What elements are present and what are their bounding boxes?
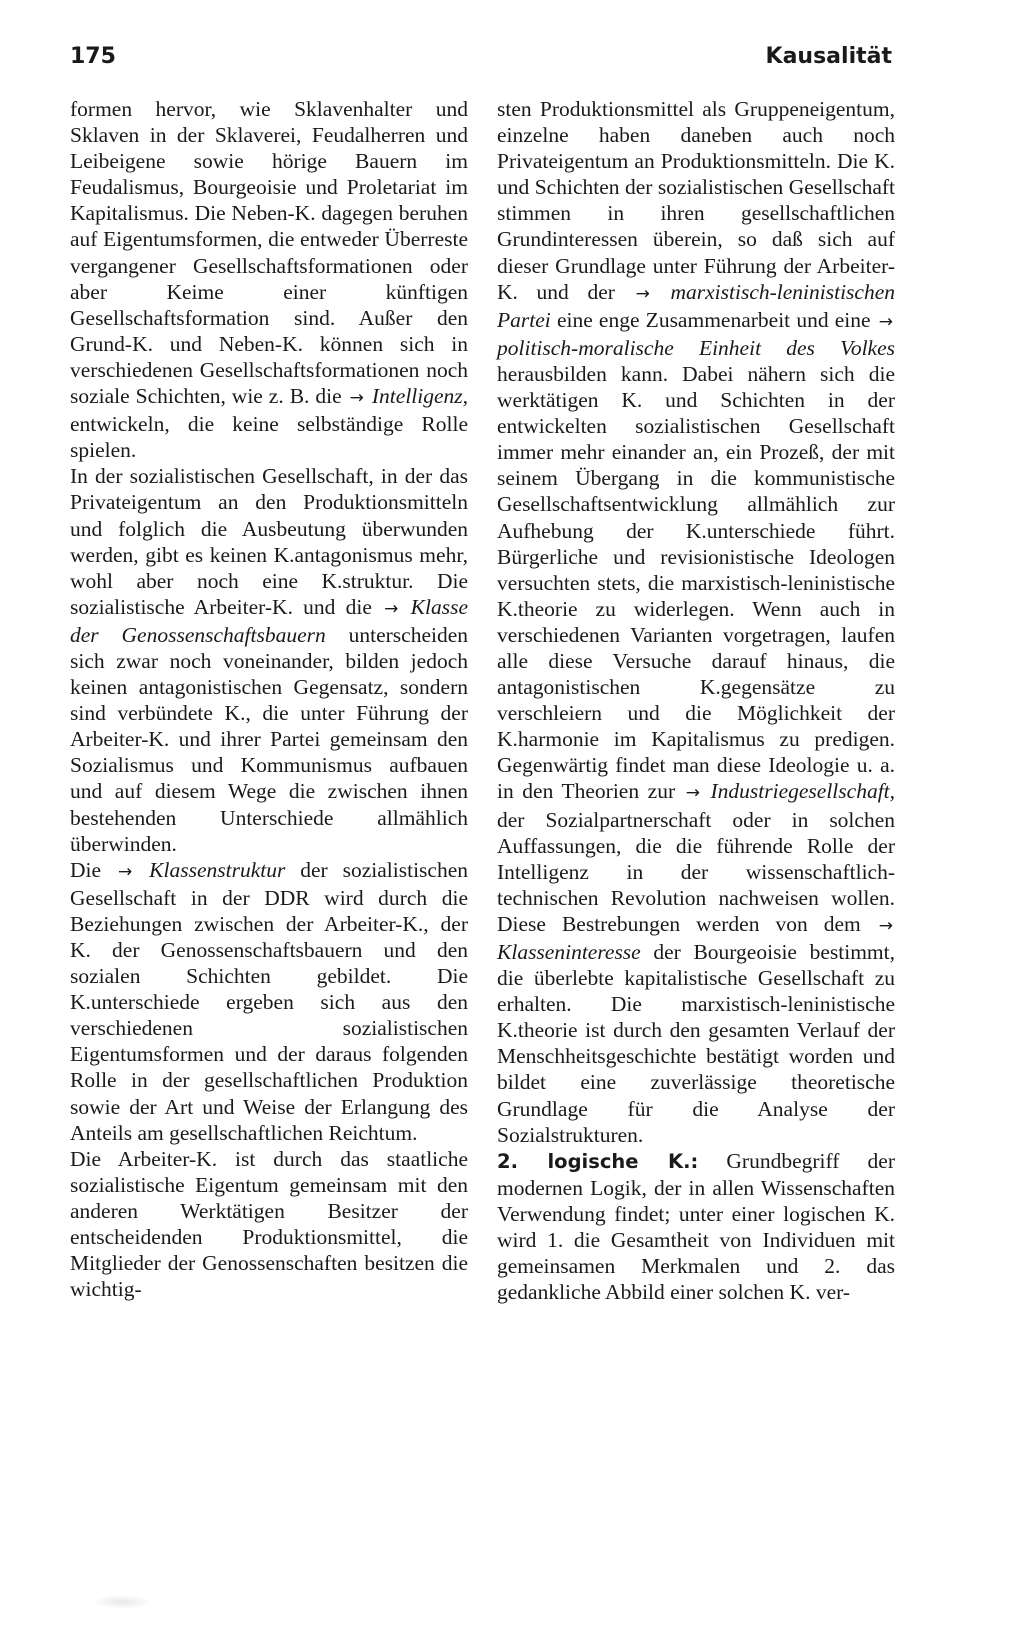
- paragraph: [70, 96, 468, 463]
- arrow-icon: →: [635, 283, 650, 304]
- cross-reference-link[interactable]: Klassenstruktur: [149, 857, 286, 882]
- paper-stain: [92, 1595, 152, 1609]
- text: herausbilden kann. Dabei nähern sich die werktätigen K. und Schichten in der entwickelten sozialistischen Gesellschaft immer mehr einander an, ein Prozeß, der mit seinem Übergang in die kommunistische Gesellschaftsentwicklung allmählich zur Aufhebung der K.unterschiede führt. Bürgerliche und revisionistische Ideologen versuchten stets, die marxistisch-leninistische K.theorie zu widerlegen. Wenn auch in verschiedenen Varianten vorgetragen, laufen alle diese Versuche darauf hinaus, die antagonistischen K.gegensätze zu verschleiern und die Möglichkeit der K.harmonie im Kapitalismus zu predigen. Gegenwärtig findet man diese Ideologie u. a. in den Theorien zur: [497, 361, 895, 804]
- running-head: Kausalität: [765, 44, 892, 69]
- text: In der sozialistischen Gesellschaft, in der das Privateigentum an den Produktionsmitteln und folglich die Ausbeutung überwunden werden, gibt es keinen K.antagonismus mehr, wohl aber noch eine K.struktur. Die sozialistische Arbeiter-K. und die: [70, 464, 468, 619]
- arrow-icon: →: [349, 388, 364, 409]
- paragraph: [497, 1148, 895, 1306]
- text: Die Arbeiter-K. ist durch das staatliche sozialistische Eigentum gemeinsam mit den anderen Werktätigen Besitzer der entscheidenden Produktionsmittel, die Mitglieder der Genossenschaften besitzen die wichtig-: [70, 1146, 468, 1302]
- cross-reference-link[interactable]: Klasse der Genossenschaftsbauern: [70, 594, 468, 647]
- page-header: [70, 44, 892, 78]
- text: sten Produktionsmittel als Gruppeneigentum, einzelne haben daneben auch noch Privateigentum an Produktionsmitteln. Die K. und Schichten der sozialistischen Gesellschaft stimmen in ihren gesellschaftlichen Grundinteressen überein, so daß sich auf dieser Grundlage unter Führung der Arbeiter-K. und der: [497, 97, 895, 304]
- cross-reference-link[interactable]: Intelligenz,: [371, 384, 469, 409]
- left-column: [70, 96, 468, 1302]
- text: der sozialistischen Gesellschaft in der DDR wird durch die Beziehungen zwischen der Arbeiter-K., der K. der Genossenschaftsbauern und den sozialen Schichten gebildet. Die K.unterschiede ergeben sich aus den verschiedenen sozialistischen Eigentumsformen und der daraus folgenden Rolle in der gesellschaftlichen Produktion sowie der Art und Weise der Erlangung des Anteils am gesellschaftlichen Reichtum.: [70, 857, 469, 1145]
- paragraph: [497, 96, 895, 1148]
- paragraph: [70, 857, 468, 1146]
- arrow-icon: →: [878, 915, 893, 936]
- cross-reference-link[interactable]: Klasseninteresse: [497, 940, 641, 964]
- arrow-icon: →: [685, 783, 700, 804]
- page-number: 175: [70, 44, 116, 69]
- cross-reference-link[interactable]: politisch-moralische Einheit des Volkes: [497, 335, 895, 360]
- text: unterscheiden sich zwar noch voneinander, bilden jedoch keinen antagonistischen Gegensatz, sondern sind verbündete K., die unter Führung der Arbeiter-K. und ihrer Partei gemeinsam den Sozialismus und Kommunismus aufbauen und auf diesem Wege die zwischen ihnen bestehenden Unterschiede allmählich überwinden.: [70, 622, 469, 856]
- arrow-icon: →: [117, 861, 133, 882]
- text: eine enge Zusammenarbeit und eine: [556, 307, 871, 332]
- arrow-icon: →: [878, 311, 894, 332]
- text: der Sozialpartnerschaft oder in solchen Auffassungen, die die führende Rolle der Intelligenz in der wissenschaftlich-technischen Revolution nachweisen wollen. Diese Bestrebungen werden von dem: [497, 807, 895, 936]
- text: formen hervor, wie Sklavenhalter und Sklaven in der Sklaverei, Feudalherren und Leibeigene sowie hörige Bauern im Feudalismus, Bourgeoisie und Proletariat im Kapitalismus. Die Neben-K. dagegen beruhen auf Eigentumsformen, die entweder Überreste vergangener Gesellschaftsformationen oder aber Keime einer künftigen Gesellschaftsformation sind. Außer den Grund-K. und Neben-K. können sich in verschiedenen Gesellschaftsformationen noch soziale Schichten, wie z. B. die: [70, 97, 468, 409]
- right-column: [497, 96, 895, 1305]
- paragraph: [70, 463, 468, 856]
- text: Grundbegriff der modernen Logik, der in allen Wissenschaften Verwendung findet; unter einer logischen K. wird 1. die Gesamtheit von Individuen mit gemeinsamen Merkmalen und 2. das gedankliche Abbild einer solchen K. ver-: [497, 1148, 895, 1305]
- cross-reference-link[interactable]: marxistisch-leninistischen Partei: [497, 279, 896, 332]
- text: entwickeln, die keine selbständige Rolle spielen.: [70, 412, 468, 463]
- cross-reference-link[interactable]: Industriegesellschaft,: [710, 779, 896, 804]
- arrow-icon: →: [384, 598, 399, 619]
- paragraph: [70, 1146, 468, 1303]
- text: Die: [70, 857, 102, 882]
- text: der Bourgeoisie bestimmt, die überlebte kapitalistische Gesellschaft zu erhalten. Die marxistisch-leninistische K.theorie ist durch den gesamten Verlauf der Menschheitsgeschichte bestätigt worden und bildet eine zuverlässige theoretische Grundlage für die Analyse der Sozialstrukturen.: [497, 940, 895, 1147]
- entry-heading: 2. logische K.:: [497, 1149, 699, 1173]
